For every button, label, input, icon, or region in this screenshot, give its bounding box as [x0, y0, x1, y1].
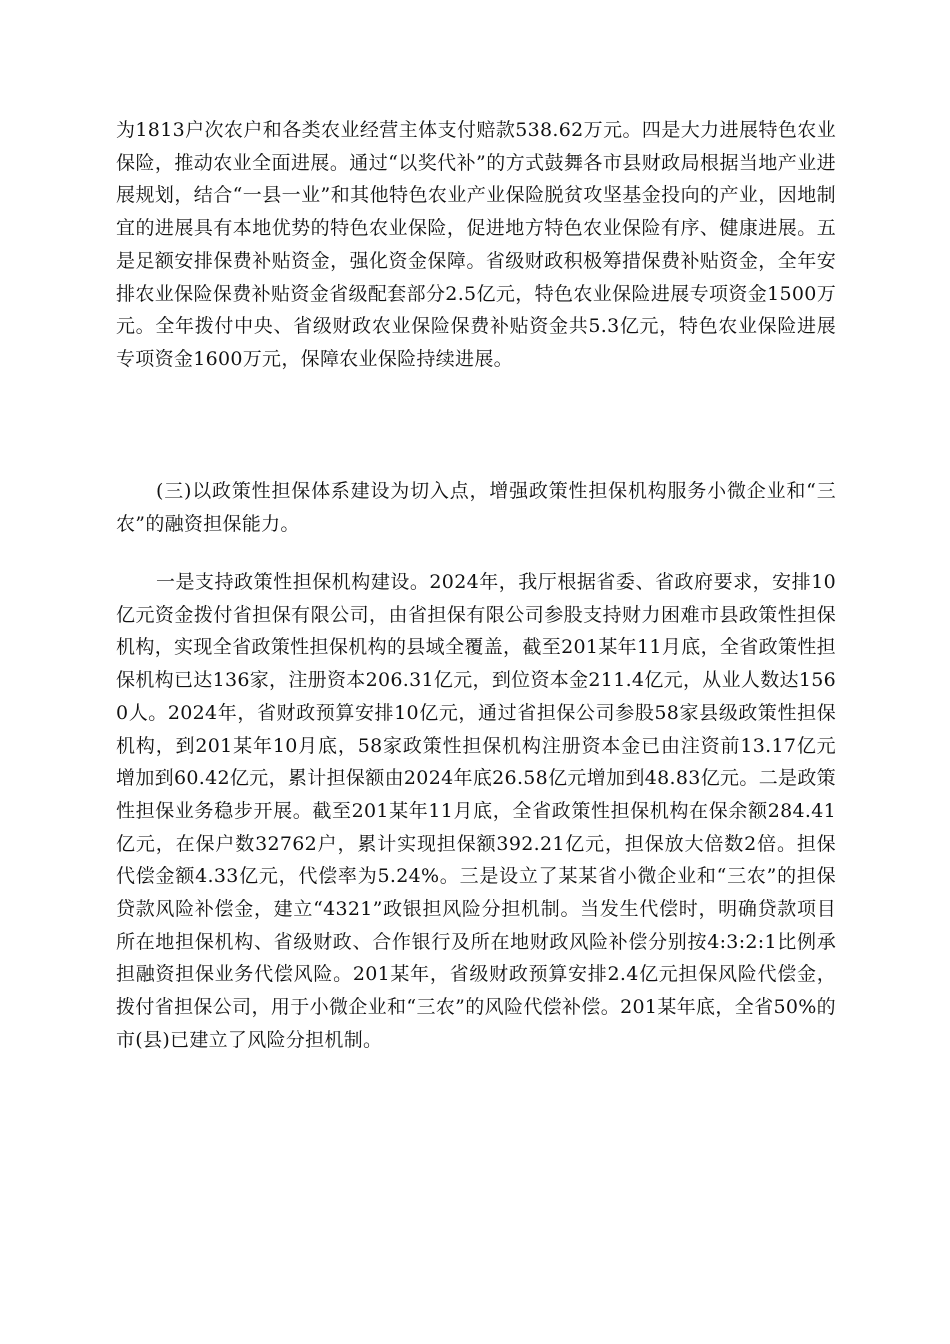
paragraph-agri-insurance: 为1813户次农户和各类农业经营主体支付赔款538.62万元。四是大力进展特色农业保险，推动农业全面进展。通过“以奖代补”的方式鼓舞各市县财政局根据当地产业进展规划，结合“一县一业”和其他特色农业产业保险脱贫攻坚基金投向的产业，因地制宜的进展具有本地优势的特色农业保险，促进地方特色农业保险有序、健康进展。五是足额安排保费补贴资金，强化资金保障。省级财政积极筹措保费补贴资金，全年安排农业保险保费补贴资金省级配套部分2.5亿元，特色农业保险进展专项资金1500万元。全年拨付中央、省级财政农业保险保费补贴资金共5.3亿元，特色农业保险进展专项资金1600万元，保障农业保险持续进展。 — [116, 119, 836, 370]
paragraph-guarantee-system: 一是支持政策性担保机构建设。2024年，我厅根据省委、省政府要求，安排10亿元资金拨付省担保有限公司，由省担保有限公司参股支持财力困难市县政策性担保机构，实现全省政策性担保机构的县域全覆盖，截至201某年11月底，全省政策性担保机构已达136家，注册资本206.31亿元，到位资本金211.4亿元，从业人数达1560人。2024年，省财政预算安排10亿元，通过省担保公司参股58家县级政策性担保机构，到201某年10月底，58家政策性担保机构注册资本金已由注资前13.17亿元增加到60.42亿元，累计担保额由2024年底26.58亿元增加到48.83亿元。二是政策性担保业务稳步开展。截至201某年11月底，全省政策性担保机构在保余额284.41亿元，在保户数32762户，累计实现担保额392.21亿元，担保放大倍数2倍。担保代偿金额4.33亿元，代偿率为5.24%。三是设立了某某省小微企业和“三农”的担保贷款风险补偿金，建立“4321”政银担风险分担机制。当发生代偿时，明确贷款项目所在地担保机构、省级财政、合作银行及所在地财政风险补偿分别按4:3:2:1比例承担融资担保业务代偿风险。201某年，省级财政预算安排2.4亿元担保风险代偿金，拨付省担保公司，用于小微企业和“三农”的风险代偿补偿。201某年底，全省50%的市(县)已建立了风险分担机制。 — [116, 571, 836, 1051]
section-heading-guarantee: (三)以政策性担保体系建设为切入点，增强政策性担保机构服务小微企业和“三农”的融资担保能力。 — [116, 480, 836, 535]
